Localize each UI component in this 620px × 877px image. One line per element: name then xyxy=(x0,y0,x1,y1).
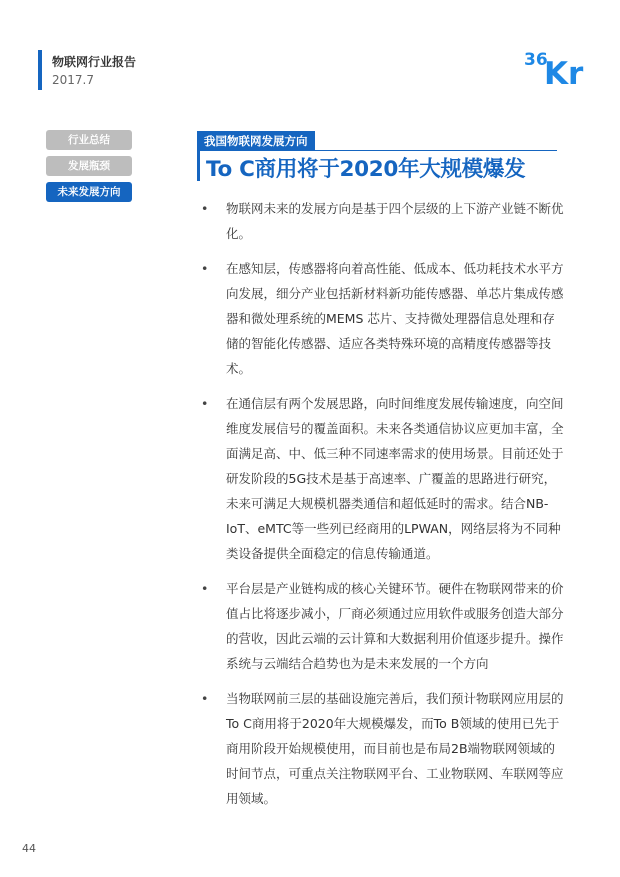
report-title: 物联网行业报告 xyxy=(52,55,137,69)
bullet-item: • 当物联网前三层的基础设施完善后，我们预计物联网应用层的To C商用将于2020年大规模爆发，而To B领域的使用已先于商用阶段开始规模使用，而目前也是布局2B端物联网领域的时间节点，可重点关注物联网平台、工业物联网、车联网等应用领域。 xyxy=(196,686,564,811)
36kr-logo xyxy=(522,46,592,88)
bullet-item: • 在感知层，传感器将向着高性能、低成本、低功耗技术水平方向发展，细分产业包括新材料新功能传感器、单芯片集成传感器和微处理系统的MEMS 芯片、支持微处理器信息处理和存储的智能化传感器、适应各类特殊环境的高精度传感器等技术。 xyxy=(196,256,564,381)
nav-item-summary[interactable]: 行业总结 xyxy=(46,130,132,150)
page-number: 44 xyxy=(22,842,36,855)
bullet-item: • 物联网未来的发展方向是基于四个层级的上下游产业链不断优化。 xyxy=(196,196,564,246)
bullet-item: • 平台层是产业链构成的核心关键环节。硬件在物联网带来的价值占比将逐步减小，厂商必须通过应用软件或服务创造大部分的营收，因此云端的云计算和大数据利用价值逐步提升。操作系统与云端结合趋势也为是未来发展的一个方向 xyxy=(196,576,564,676)
nav-item-future-direction[interactable]: 未来发展方向 xyxy=(46,182,132,202)
section-divider xyxy=(197,150,557,151)
bullet-item: • 在通信层有两个发展思路，向时间维度发展传输速度，向空间维度发展信号的覆盖面积。未来各类通信协议应更加丰富，全面满足高、中、低三种不同速率需求的使用场景。目前还处于研发阶段的5G技术是基于高速率、广覆盖的思路进行研究，未来可满足大规模机器类通信和超低延时的需求。结合NB-IoT、eMTC等一些列已经商用的LPWAN，网络层将为不同种类设备提供全面稳定的信息传输通道。 xyxy=(196,391,564,566)
bullet-list xyxy=(196,196,564,821)
logo-number: 36 xyxy=(524,50,548,70)
report-date: 2017.7 xyxy=(52,73,94,87)
section-label: 我国物联网发展方向 xyxy=(197,131,315,151)
header-accent-bar xyxy=(38,50,42,90)
section-nav xyxy=(46,130,132,208)
logo-letters: Kr xyxy=(544,56,584,88)
page-headline: To C商用将于2020年大规模爆发 xyxy=(206,157,526,182)
nav-item-bottleneck[interactable]: 发展瓶颈 xyxy=(46,156,132,176)
headline-accent-bar xyxy=(197,151,200,181)
